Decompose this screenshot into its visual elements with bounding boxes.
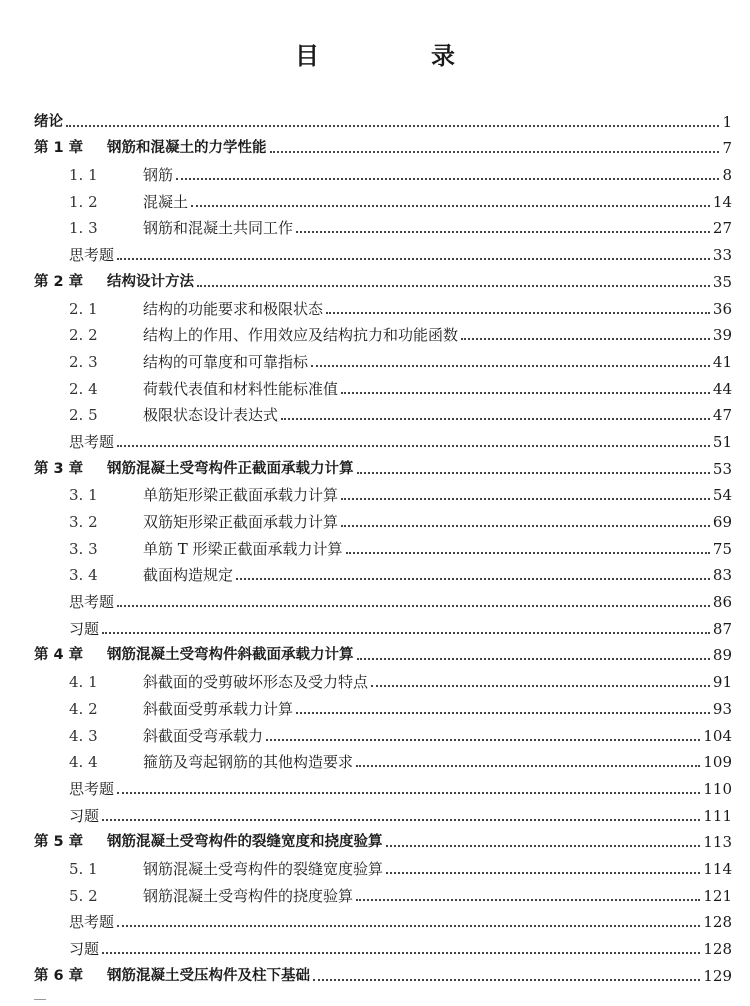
toc-entry-number: 第 1 章 [34, 140, 84, 157]
toc-entry-page-number: 93 [712, 699, 732, 718]
toc-entry-label: 思考题 [69, 779, 115, 798]
toc-entry-label: 结构设计方法 [107, 273, 194, 290]
toc-dot-leader [281, 418, 710, 420]
toc-entry-section[interactable] [34, 745, 732, 772]
toc-entry-page-number: 35 [712, 272, 732, 291]
toc-entry-number: 第 3 章 [34, 460, 84, 477]
toc-entry-page-number: 47 [712, 406, 732, 425]
toc-entry-review[interactable] [34, 771, 732, 798]
toc-entry-label: 双筋矩形梁正截面承载力计算 [143, 513, 339, 531]
toc-entry-label: 钢筋混凝土受弯构件斜截面承载力计算 [107, 647, 354, 664]
toc-dot-leader [341, 525, 710, 527]
toc-entry-page-number: 110 [703, 779, 732, 798]
toc-dot-leader [102, 952, 700, 954]
toc-entry-page-number: 121 [703, 886, 732, 905]
toc-entry-review[interactable] [34, 584, 732, 611]
toc-dot-leader [66, 125, 719, 127]
toc-dot-leader [346, 552, 710, 554]
toc-entry-page-number: 83 [712, 566, 732, 585]
toc-dot-leader [357, 658, 710, 660]
toc-entry-page-number: 114 [703, 859, 732, 878]
toc-entry-number: 2. 2 [69, 326, 98, 345]
toc-entry-number: 1. 3 [69, 219, 98, 238]
toc-entry-section[interactable] [34, 478, 732, 505]
toc-entry-page-number: 54 [712, 486, 732, 505]
table-of-contents [34, 104, 732, 985]
toc-entry-page-number: 87 [712, 619, 732, 638]
toc-entry-chapter[interactable] [34, 264, 732, 291]
toc-entry-chapter[interactable] [34, 825, 732, 852]
toc-entry-section[interactable] [34, 398, 732, 425]
toc-entry-number: 4. 4 [69, 753, 98, 772]
toc-entry-number: 第 4 章 [34, 647, 84, 664]
toc-entry-chapter[interactable] [34, 958, 732, 985]
toc-entry-page-number: 51 [712, 432, 732, 451]
toc-dot-leader [386, 872, 700, 874]
toc-entry-number: 第 6 章 [34, 967, 84, 984]
toc-entry-section[interactable] [34, 344, 732, 371]
toc-entry-page-number: 8 [722, 166, 732, 185]
toc-entry-label: 钢筋和混凝土的力学性能 [107, 140, 267, 157]
toc-entry-label: 结构上的作用、作用效应及结构抗力和功能函数 [143, 326, 459, 345]
toc-dot-leader [296, 712, 710, 714]
toc-entry-page-number: 104 [703, 726, 732, 745]
toc-entry-label: 绪论 [34, 113, 63, 130]
toc-dot-leader [117, 605, 710, 607]
toc-entry-label: 斜截面受剪承载力计算 [143, 699, 294, 718]
toc-dot-leader [296, 231, 710, 233]
toc-entry-review[interactable] [34, 424, 732, 451]
toc-dot-leader [191, 205, 710, 207]
toc-entry-page-number: 128 [703, 913, 732, 932]
toc-entry-label: 思考题 [69, 913, 115, 932]
toc-entry-section[interactable] [34, 851, 732, 878]
toc-dot-leader [117, 792, 700, 794]
toc-entry-label: 箍筋及弯起钢筋的其他构造要求 [143, 753, 354, 772]
toc-entry-label: 思考题 [69, 432, 115, 451]
toc-entry-section[interactable] [34, 558, 732, 585]
toc-entry-label: 混凝土 [143, 192, 189, 211]
toc-entry-label: 荷载代表值和材料性能标准值 [143, 379, 339, 398]
toc-entry-number: 2. 1 [69, 299, 98, 318]
toc-entry-number: 3. 3 [69, 539, 98, 558]
toc-dot-leader [270, 151, 720, 153]
toc-entry-page-number: 75 [712, 539, 732, 558]
toc-dot-leader [313, 979, 700, 981]
toc-entry-page-number: 36 [712, 299, 732, 318]
toc-entry-section[interactable] [34, 157, 732, 184]
toc-entry-section[interactable] [34, 371, 732, 398]
toc-entry-number: 1. 2 [69, 192, 98, 211]
toc-entry-label: 钢筋混凝土受弯构件正截面承载力计算 [107, 460, 354, 477]
toc-entry-number: 第 5 章 [34, 834, 84, 851]
toc-entry-label: 习题 [69, 806, 100, 825]
toc-dot-leader [236, 578, 710, 580]
toc-entry-label: 钢筋混凝土受弯构件的裂缝宽度和挠度验算 [107, 834, 383, 851]
toc-dot-leader [176, 178, 719, 180]
toc-entry-section[interactable] [34, 291, 732, 318]
toc-entry-label: 结构的可靠度和可靠指标 [143, 352, 309, 371]
toc-entry-number: 2. 5 [69, 406, 98, 425]
toc-dot-leader [356, 765, 700, 767]
toc-entry-label: 单筋矩形梁正截面承载力计算 [143, 486, 339, 505]
toc-entry-page-number: 89 [712, 646, 732, 665]
toc-entry-label: 钢筋 [143, 166, 174, 185]
toc-entry-label: 钢筋混凝土受压构件及柱下基础 [107, 967, 310, 984]
toc-entry-label: 截面构造规定 [143, 566, 234, 585]
toc-entry-page-number: 7 [722, 139, 732, 158]
toc-dot-leader [356, 899, 700, 901]
toc-entry-number: 4. 3 [69, 726, 98, 745]
toc-entry-label: 极限状态设计表达式 [143, 406, 279, 425]
toc-entry-label: 单筋 T 形梁正截面承载力计算 [143, 539, 343, 558]
toc-dot-leader [311, 365, 710, 367]
toc-entry-number: 4. 1 [69, 673, 98, 692]
toc-entry-chapter[interactable] [34, 451, 732, 478]
toc-entry-review[interactable] [34, 798, 732, 825]
toc-entry-section[interactable] [34, 718, 732, 745]
toc-entry-number: 4. 2 [69, 699, 98, 718]
toc-entry-label: 习题 [69, 940, 100, 958]
toc-entry-page-number: 14 [712, 192, 732, 211]
toc-entry-page-number: 53 [712, 459, 732, 478]
toc-entry-chapter[interactable] [34, 131, 732, 158]
toc-dot-leader [117, 445, 710, 447]
toc-entry-section[interactable] [34, 318, 732, 345]
toc-entry-label: 钢筋和混凝土共同工作 [143, 219, 294, 238]
toc-dot-leader [102, 632, 710, 634]
toc-entry-label: 斜截面的受剪破坏形态及受力特点 [143, 673, 369, 692]
toc-dot-leader [326, 312, 710, 314]
toc-entry-label: 思考题 [69, 246, 115, 265]
toc-dot-leader [102, 819, 700, 821]
toc-entry-page-number: 113 [703, 833, 732, 852]
toc-entry-page-number: 86 [712, 593, 732, 612]
toc-entry-review[interactable] [34, 237, 732, 264]
toc-entry-page-number: 128 [703, 940, 732, 958]
page-title: 目 录 [295, 42, 499, 70]
toc-entry-label: 思考题 [69, 593, 115, 612]
toc-entry-page-number: 41 [712, 352, 732, 371]
toc-entry-label: 习题 [69, 619, 100, 638]
toc-dot-leader [341, 392, 710, 394]
toc-entry-number: 2. 4 [69, 379, 98, 398]
toc-entry-section[interactable] [34, 691, 732, 718]
toc-dot-leader [371, 685, 710, 687]
toc-entry-chapter[interactable] [34, 638, 732, 665]
toc-entry-section[interactable] [34, 211, 732, 238]
toc-entry-number: 3. 1 [69, 486, 98, 505]
toc-entry-section[interactable] [34, 184, 732, 211]
toc-entry-page-number: 33 [712, 246, 732, 265]
toc-entry-section[interactable] [34, 878, 732, 905]
toc-entry-review[interactable] [34, 611, 732, 638]
toc-dot-leader [197, 285, 710, 287]
toc-entry-review[interactable] [34, 905, 732, 932]
toc-entry-number: 5. 1 [69, 859, 98, 878]
page-edge-mark [34, 999, 46, 1006]
toc-entry-page-number: 44 [712, 379, 732, 398]
toc-entry-label: 斜截面受弯承载力 [143, 726, 264, 745]
toc-entry-label: 钢筋混凝土受弯构件的挠度验算 [143, 886, 354, 905]
toc-entry-review[interactable] [34, 931, 732, 958]
toc-entry-number: 5. 2 [69, 886, 98, 905]
toc-dot-leader [266, 739, 700, 741]
toc-entry-page-number: 91 [712, 673, 732, 692]
toc-entry-section[interactable] [34, 531, 732, 558]
toc-dot-leader [357, 472, 710, 474]
toc-entry-number: 3. 2 [69, 513, 98, 531]
toc-dot-leader [461, 338, 710, 340]
toc-dot-leader [386, 845, 701, 847]
toc-entry-page-number: 129 [703, 966, 732, 985]
toc-entry-page-number: 109 [703, 753, 732, 772]
toc-entry-number: 3. 4 [69, 566, 98, 585]
toc-entry-label: 结构的功能要求和极限状态 [143, 299, 324, 318]
toc-entry-section[interactable] [34, 504, 732, 531]
toc-entry-chapter[interactable] [34, 104, 732, 131]
toc-entry-page-number: 111 [703, 806, 732, 825]
toc-entry-page-number: 39 [712, 326, 732, 345]
toc-entry-section[interactable] [34, 664, 732, 691]
toc-dot-leader [117, 258, 710, 260]
toc-entry-number: 2. 3 [69, 352, 98, 371]
toc-entry-page-number: 27 [712, 219, 732, 238]
toc-dot-leader [341, 498, 710, 500]
toc-entry-number: 1. 1 [69, 166, 98, 185]
toc-entry-page-number: 69 [712, 513, 732, 531]
toc-dot-leader [117, 925, 700, 927]
toc-entry-number: 第 2 章 [34, 273, 84, 290]
toc-entry-page-number: 1 [722, 112, 732, 131]
toc-entry-label: 钢筋混凝土受弯构件的裂缝宽度验算 [143, 859, 384, 878]
